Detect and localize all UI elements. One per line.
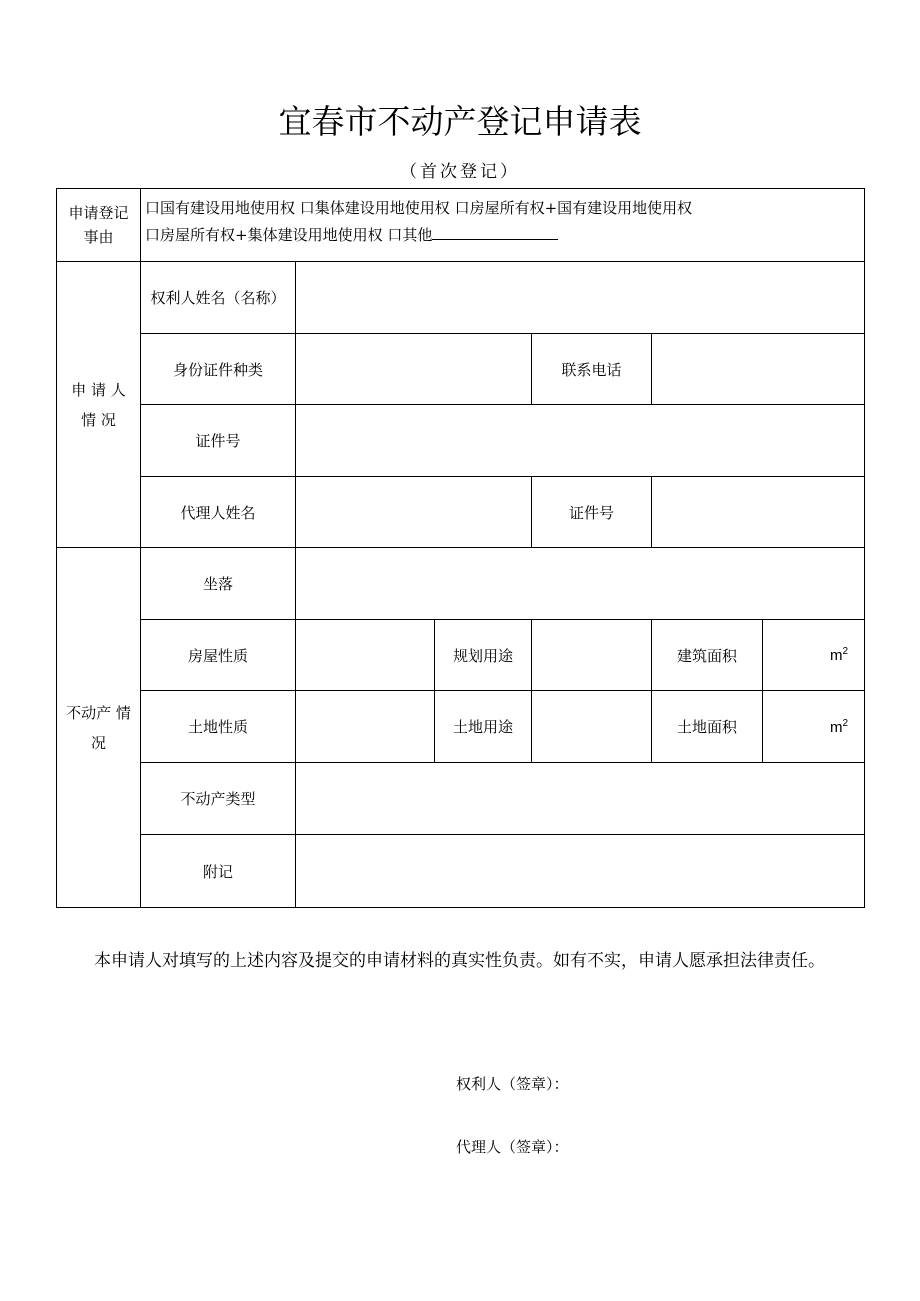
land-use-label: 土地用途 [435, 691, 532, 763]
page-subtitle: （首次登记） [400, 162, 520, 182]
building-area-label: 建筑面积 [652, 620, 763, 691]
agent-name-field[interactable] [296, 477, 532, 548]
agent-name-label: 代理人姓名 [141, 477, 296, 548]
id-type-field[interactable] [296, 334, 532, 405]
agent-signature-label: 代理人（签章）： [456, 1138, 569, 1156]
location-field[interactable] [296, 548, 865, 620]
owner-name-label: 权利人姓名（名称） [141, 262, 296, 334]
option-house-state-land-checkbox[interactable]: 口房屋所有权+国有建设用地使用权 [454, 199, 693, 217]
plan-use-label: 规划用途 [435, 620, 532, 691]
option-collective-land-checkbox[interactable]: 口集体建设用地使用权 [299, 199, 450, 217]
agent-id-label: 证件号 [532, 477, 652, 548]
application-form-table [56, 188, 865, 908]
phone-label: 联系电话 [532, 334, 652, 405]
owner-name-field[interactable] [296, 262, 865, 334]
owner-signature-label: 权利人（签章）： [456, 1075, 569, 1093]
other-blank-line[interactable] [432, 226, 558, 240]
land-use-field[interactable] [532, 691, 652, 763]
applicant-group-line1: 申 请 人 [71, 380, 126, 399]
agent-id-field[interactable] [652, 477, 865, 548]
property-group-label [57, 548, 141, 908]
location-label: 坐落 [141, 548, 296, 620]
reason-options-cell [141, 189, 865, 262]
unit-sup: 2 [842, 717, 849, 729]
applicant-group-line2: 情 况 [81, 410, 116, 429]
land-area-field[interactable] [763, 691, 865, 763]
house-nature-label: 房屋性质 [141, 620, 296, 691]
building-area-field[interactable] [763, 620, 865, 691]
unit-sup: 2 [842, 646, 849, 657]
land-nature-field[interactable] [296, 691, 435, 763]
unit-base: m [829, 718, 843, 736]
property-type-field[interactable] [296, 763, 865, 835]
plan-use-field[interactable] [532, 620, 652, 691]
note-label: 附记 [141, 835, 296, 908]
id-type-label: 身份证件种类 [141, 334, 296, 405]
note-field[interactable] [296, 835, 865, 908]
phone-field[interactable] [652, 334, 865, 405]
reason-label-line2: 事由 [83, 228, 114, 246]
property-group-line2: 况 [90, 733, 106, 752]
applicant-group-label [57, 262, 141, 548]
property-group-line1: 不动产 情 [66, 703, 131, 722]
land-nature-label: 土地性质 [141, 691, 296, 763]
unit-base: m [829, 647, 843, 664]
land-area-label: 土地面积 [652, 691, 763, 763]
id-number-label: 证件号 [141, 405, 296, 477]
id-number-field[interactable] [296, 405, 865, 477]
page-title: 宜春市不动产登记申请表 [278, 102, 642, 141]
property-type-label: 不动产类型 [141, 763, 296, 835]
reason-label-line1: 申请登记 [68, 204, 129, 222]
option-state-land-checkbox[interactable]: 口国有建设用地使用权 [145, 199, 296, 217]
house-nature-field[interactable] [296, 620, 435, 691]
option-other-checkbox[interactable]: 口其他 [387, 226, 433, 244]
reason-label-cell [57, 189, 141, 262]
declaration-text: 本申请人对填写的上述内容及提交的申请材料的真实性负责。如有不实，申请人愿承担法律责任。 [94, 951, 825, 971]
option-house-collective-land-checkbox[interactable]: 口房屋所有权+集体建设用地使用权 [145, 226, 383, 244]
